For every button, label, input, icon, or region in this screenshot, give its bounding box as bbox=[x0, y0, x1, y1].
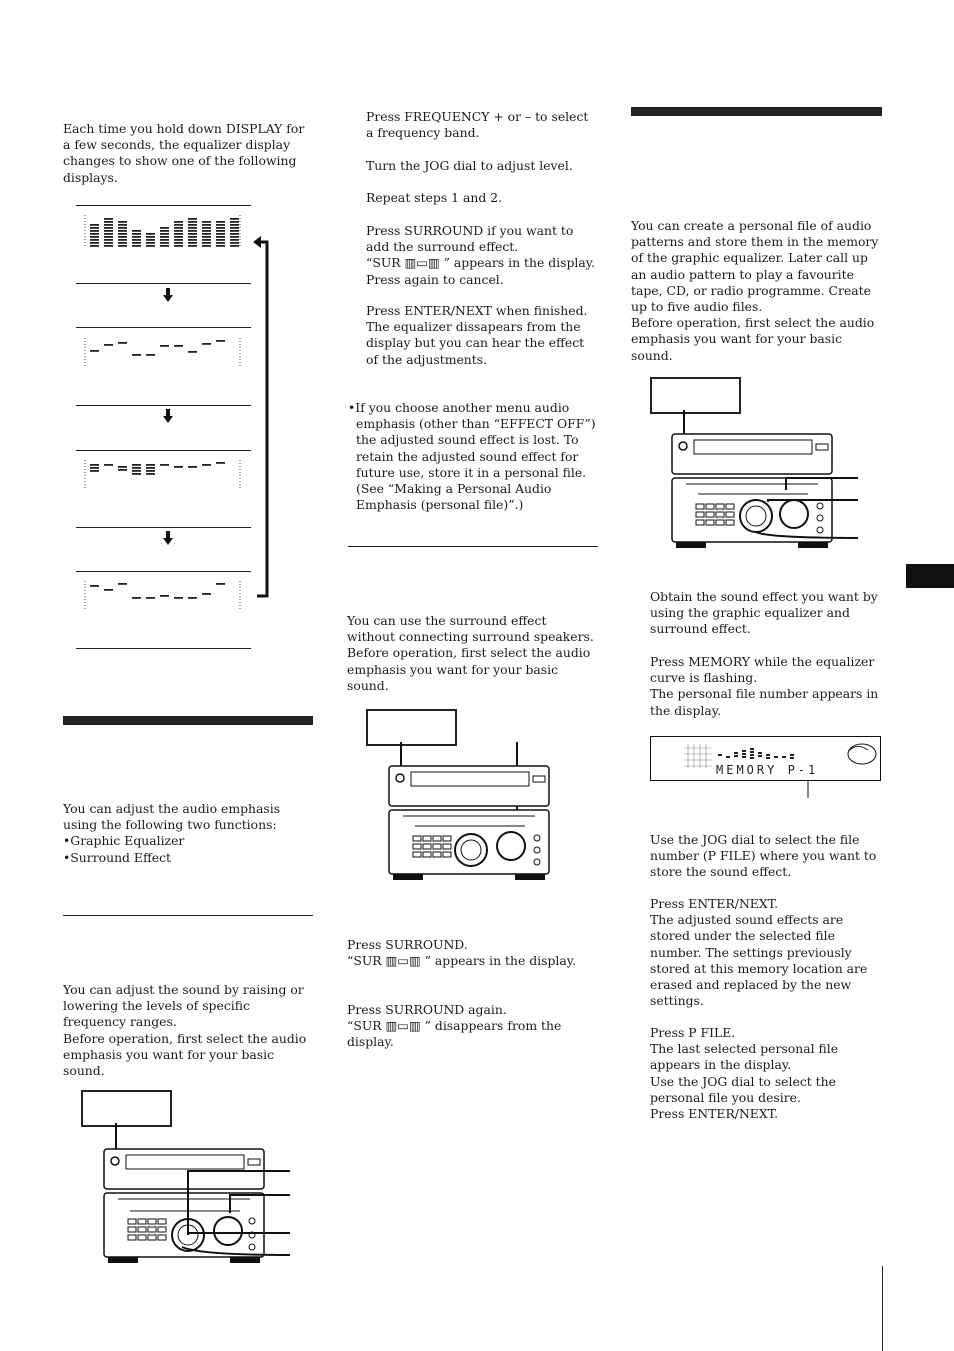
eq-display-bars bbox=[82, 213, 247, 249]
stereo-illustration bbox=[385, 742, 555, 887]
arrow-down-icon bbox=[163, 288, 173, 302]
callout-box bbox=[366, 709, 457, 746]
graphic-eq-intro: You can adjust the sound by raising or lowering the levels of specific frequency ranges. Before operation, first select the audio emphasis you want for your basic sound. bbox=[63, 982, 307, 1079]
step-2: Turn the JOG dial to adjust level. bbox=[366, 158, 573, 173]
display-intro: Each time you hold down DISPLAY for a few seconds, the equalizer display changes to show one of the following displays. bbox=[63, 121, 305, 185]
step-3: Repeat steps 1 and 2. bbox=[366, 190, 503, 205]
divider bbox=[76, 450, 251, 451]
personal-file-intro: You can create a personal file of audio patterns and store them in the memory of the graphic equalizer. Later call up an audio pattern to play a favourite tape, CD, or radio programme. Create up to five audio files. Before operation, first select the audio emphasis you want for your basic sound. bbox=[631, 218, 879, 363]
divider bbox=[76, 283, 251, 284]
section-rule bbox=[63, 716, 313, 725]
divider bbox=[76, 571, 251, 572]
eq-display-dashes bbox=[82, 579, 247, 613]
arrow-down-icon bbox=[163, 409, 173, 423]
divider bbox=[76, 327, 251, 328]
pf-step-3: Use the JOG dial to select the file number (P FILE) where you want to store the sound effect. bbox=[650, 832, 877, 880]
surround-intro: You can use the surround effect without connecting surround speakers. Before operation, first select the audio emphasis you want for your basic sound. bbox=[347, 613, 594, 693]
stereo-illustration bbox=[100, 1123, 300, 1268]
surround-icon: ▥▭▥ bbox=[404, 255, 440, 271]
subsection-rule bbox=[63, 915, 313, 916]
eq-display-peaks bbox=[82, 336, 247, 370]
surround-on: Press SURROUND. “SUR ▥▭▥ ” appears in the display. bbox=[347, 937, 577, 969]
divider bbox=[76, 648, 251, 649]
lcd-display bbox=[650, 736, 881, 800]
lcd-text: MEMORY P-1 bbox=[716, 763, 819, 777]
pf-step-4: Press ENTER/NEXT. The adjusted sound effects are stored under the selected file number. The settings previously stored at this memory location are erased and replaced by the new settings. bbox=[650, 896, 868, 1009]
callout-box bbox=[81, 1090, 172, 1127]
callout-box bbox=[650, 377, 741, 414]
divider bbox=[76, 205, 251, 206]
stereo-illustration bbox=[668, 410, 868, 555]
divider bbox=[76, 527, 251, 528]
section-rule bbox=[631, 107, 882, 116]
audio-emphasis-intro: You can adjust the audio emphasis using the following two functions: •Graphic Equalizer •Surround Effect bbox=[63, 801, 281, 865]
note: •If you choose another menu audio emphasis (other than “EFFECT OFF”) the adjusted sound effect is lost. To retain the adjusted sound effect for future use, store it in a personal file. (See “Making a Personal Audio Emphasis (personal file)”.) bbox=[348, 400, 596, 513]
surround-icon: ▥▭▥ bbox=[385, 953, 421, 969]
page-edge-rule bbox=[882, 1266, 883, 1351]
pf-recall: Press P FILE. The last selected personal file appears in the display. Use the JOG dial to select the personal file you desire. Press ENTER/NEXT. bbox=[650, 1025, 839, 1122]
step-5: Press ENTER/NEXT when finished. The equalizer dissapears from the display but you can hear the effect of the adjustments. bbox=[366, 303, 588, 367]
loop-arrow-icon bbox=[253, 236, 273, 602]
pf-step-1: Obtain the sound effect you want by using the graphic equalizer and surround effect. bbox=[650, 589, 878, 637]
pf-step-2: Press MEMORY while the equalizer curve is flashing. The personal file number appears in the display. bbox=[650, 654, 879, 718]
divider bbox=[76, 405, 251, 406]
surround-icon: ▥▭▥ bbox=[385, 1018, 421, 1034]
eq-display-mixed bbox=[82, 458, 247, 492]
step-4: Press SURROUND if you want to add the surround effect. “SUR ▥▭▥ ” appears in the display. Press again to cancel. bbox=[366, 223, 596, 287]
arrow-down-icon bbox=[163, 531, 173, 545]
section-tab bbox=[906, 564, 954, 588]
subsection-rule bbox=[348, 546, 598, 547]
step-1: Press FREQUENCY + or – to select a frequency band. bbox=[366, 109, 589, 141]
surround-off: Press SURROUND again. “SUR ▥▭▥ ” disappears from the display. bbox=[347, 1002, 562, 1050]
